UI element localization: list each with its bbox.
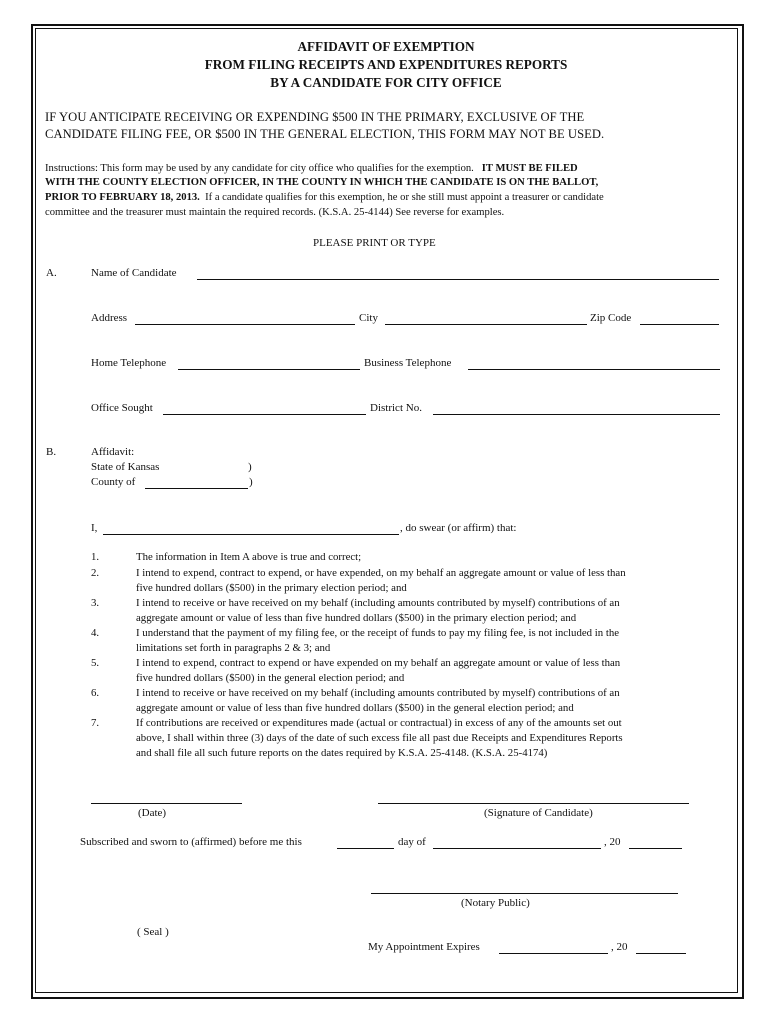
sworn-day-field[interactable] xyxy=(337,848,394,849)
item-text: aggregate amount or value of less than five hundred dollars ($500) in the primary election period; and xyxy=(136,612,577,624)
item-number: 3. xyxy=(91,597,100,609)
city-label: City xyxy=(359,312,378,324)
zip-code-label: Zip Code xyxy=(590,312,632,324)
item-text: I intend to receive or have received on my behalf (including amounts contributed by myself) contributions of an xyxy=(136,597,620,609)
home-telephone-field[interactable] xyxy=(178,369,360,370)
affiant-prefix: I, xyxy=(91,522,98,534)
item-number: 7. xyxy=(91,717,100,729)
item-number: 1. xyxy=(91,551,100,563)
instructions-line-4: committee and the treasurer must maintain the required records. (K.S.A. 25-4144) See reverse for examples. xyxy=(45,207,505,218)
item-number: 6. xyxy=(91,687,100,699)
appointment-year-prefix: , 20 xyxy=(611,941,628,953)
sworn-year-field[interactable] xyxy=(629,848,682,849)
instructions-line-3 xyxy=(45,192,604,203)
item-text: If contributions are received or expenditures made (actual or contractual) in excess of any of the amounts set out xyxy=(136,717,622,729)
sworn-year-prefix: , 20 xyxy=(604,836,621,848)
date-field[interactable] xyxy=(91,803,242,804)
item-text: I intend to receive or have received on my behalf (including amounts contributed by myself) contributions of an xyxy=(136,687,620,699)
filing-deadline: PRIOR TO FEBRUARY 18, 2013. xyxy=(45,192,200,203)
sworn-month-field[interactable] xyxy=(433,848,601,849)
business-telephone-label: Business Telephone xyxy=(364,357,452,369)
state-label: State of Kansas xyxy=(91,461,160,473)
date-label: (Date) xyxy=(138,807,167,819)
item-number: 2. xyxy=(91,567,100,579)
sworn-text: Subscribed and sworn to (affirmed) before me this xyxy=(80,836,302,848)
item-text: five hundred dollars ($500) in the general election period; and xyxy=(136,672,405,684)
appointment-expires-label: My Appointment Expires xyxy=(368,941,480,953)
zip-code-field[interactable] xyxy=(640,324,719,325)
appointment-year-field[interactable] xyxy=(636,953,686,954)
item-text: five hundred dollars ($500) in the primary election period; and xyxy=(136,582,407,594)
instructions-line-2: WITH THE COUNTY ELECTION OFFICER, IN THE COUNTY IN WHICH THE CANDIDATE IS ON THE BALLOT, xyxy=(45,177,599,188)
county-label: County of xyxy=(91,476,136,488)
item-text: limitations set forth in paragraphs 2 & 3; and xyxy=(136,642,331,654)
affiant-name-field[interactable] xyxy=(103,534,399,535)
district-label: District No. xyxy=(370,402,422,414)
address-label: Address xyxy=(91,312,128,324)
county-paren: ) xyxy=(249,476,253,488)
form-title-line-2: FROM FILING RECEIPTS AND EXPENDITURES REPORTS xyxy=(204,57,568,72)
affidavit-label: Affidavit: xyxy=(91,446,135,458)
city-field[interactable] xyxy=(385,324,587,325)
seal-label: ( Seal ) xyxy=(137,926,169,938)
appointment-expires-field[interactable] xyxy=(499,953,608,954)
item-number: 5. xyxy=(91,657,100,669)
instructions-bold-text: IT MUST BE FILED xyxy=(481,163,578,174)
item-number: 4. xyxy=(91,627,100,639)
notice-line-2: CANDIDATE FILING FEE, OR $500 IN THE GENERAL ELECTION, THIS FORM MAY NOT BE USED. xyxy=(45,127,605,141)
item-text: I intend to expend, contract to expend or have expended on my behalf an aggregate amount or value of less than xyxy=(136,657,621,669)
item-text: I intend to expend, contract to expend, or have expended, on my behalf an aggregate amount or value of less than xyxy=(136,567,626,579)
candidate-signature-field[interactable] xyxy=(378,803,689,804)
county-field[interactable] xyxy=(145,488,248,489)
section-a-letter: A. xyxy=(46,267,57,279)
instructions-line-1 xyxy=(45,163,578,174)
print-note: PLEASE PRINT OR TYPE xyxy=(313,237,436,249)
home-telephone-label: Home Telephone xyxy=(91,357,167,369)
item-text: aggregate amount or value of less than five hundred dollars ($500) in the general election period; and xyxy=(136,702,574,714)
item-text: The information in Item A above is true and correct; xyxy=(136,551,362,563)
office-sought-field[interactable] xyxy=(163,414,366,415)
item-text: I understand that the payment of my filing fee, or the receipt of funds to pay my filing fee, is not included in the xyxy=(136,627,620,639)
notary-signature-field[interactable] xyxy=(371,893,678,894)
section-b-letter: B. xyxy=(46,446,57,458)
instructions-text: If a candidate qualifies for this exemption, he or she still must appoint a treasurer or candidate xyxy=(205,192,604,203)
item-text: and shall file all such future reports on the dates required by K.S.A. 25-4148. (K.S.A. 25-4174) xyxy=(136,747,548,759)
office-sought-label: Office Sought xyxy=(91,402,153,414)
district-field[interactable] xyxy=(433,414,720,415)
candidate-name-label: Name of Candidate xyxy=(91,267,177,279)
state-paren: ) xyxy=(248,461,252,473)
notary-label: (Notary Public) xyxy=(461,897,530,909)
instructions-text: Instructions: This form may be used by any candidate for city office who qualifies for the exemption. xyxy=(45,163,474,174)
notice-line-1: IF YOU ANTICIPATE RECEIVING OR EXPENDING $500 IN THE PRIMARY, EXCLUSIVE OF THE xyxy=(45,110,585,124)
signature-label: (Signature of Candidate) xyxy=(484,807,593,819)
day-of-label: day of xyxy=(398,836,426,848)
swear-text: , do swear (or affirm) that: xyxy=(400,522,517,534)
address-field[interactable] xyxy=(135,324,355,325)
form-title-line-1: AFFIDAVIT OF EXEMPTION xyxy=(297,39,475,54)
business-telephone-field[interactable] xyxy=(468,369,720,370)
candidate-name-field[interactable] xyxy=(197,279,719,280)
item-text: above, I shall within three (3) days of the date of such excess file all past due Receipts and Expenditures Reports xyxy=(136,732,623,744)
form-title-line-3: BY A CANDIDATE FOR CITY OFFICE xyxy=(270,75,502,90)
